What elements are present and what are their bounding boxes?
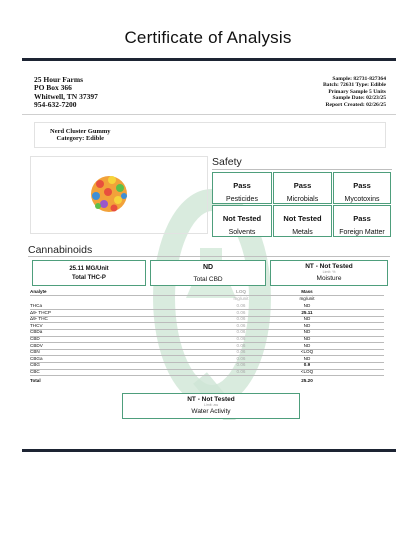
col-mass: Mass (301, 289, 313, 294)
loq-cell: 0.06 (236, 362, 246, 368)
safety-value: Pass (353, 214, 371, 223)
sample-info (323, 76, 386, 108)
mass-cell: <LOQ (300, 369, 314, 374)
analyte-cell: CBDV (30, 342, 43, 348)
col-loq: LOQ (236, 289, 246, 294)
moisture-limit: Limit: % (322, 270, 336, 274)
safety-label: Pesticides (226, 196, 258, 203)
analyte-cell: CBGa (30, 355, 43, 361)
total-thcp-value: 25.11 MG/Unit (69, 266, 109, 272)
cannabinoids-rule (28, 256, 390, 257)
mass-cell: ND (303, 303, 311, 308)
lab-po: PO Box 366 (34, 83, 72, 93)
lab-phone: 954-632-7200 (34, 100, 77, 110)
safety-heading: Safety (212, 156, 242, 168)
water-activity-label: Water Activity (191, 408, 231, 415)
safety-foreign-matter (333, 205, 391, 237)
cannabinoids-heading: Cannabinoids (28, 244, 93, 256)
analyte-cell: CBDa (30, 329, 43, 335)
loq-cell: 0.06 (236, 309, 246, 315)
mass-cell: ND (303, 336, 311, 341)
loq-cell: 0.06 (236, 349, 246, 355)
analyte-cell: CBC (30, 369, 40, 374)
sample-primary: Primary Sample 5 Units (328, 88, 386, 95)
divider (22, 114, 396, 115)
lab-address (34, 76, 98, 110)
safety-value: Pass (353, 181, 371, 190)
analyte-cell: CBG (30, 362, 40, 368)
safety-microbials (273, 172, 332, 204)
analyte-cell: Δ9- THC (30, 316, 48, 322)
safety-value: Pass (233, 181, 251, 190)
total-cbd-label: Total CBD (193, 276, 223, 283)
total-cbd-value: ND (202, 264, 214, 271)
mass-cell: ND (303, 316, 311, 322)
safety-value: Not Tested (222, 214, 262, 223)
safety-value: Pass (293, 181, 312, 190)
product-category: Category: Edible (56, 135, 105, 142)
total-label: Total (30, 378, 41, 383)
loq-cell: 0.06 (236, 342, 246, 348)
water-activity-box (122, 393, 300, 419)
loq-cell: 0.06 (236, 316, 246, 322)
safety-mycotoxins (333, 172, 391, 204)
safety-label: Solvents (228, 229, 256, 236)
loq-cell: 0.06 (236, 322, 246, 328)
lab-name: 25 Hour Farms (34, 75, 84, 84)
mass-cell: 25.11 (301, 309, 313, 315)
product-text (50, 128, 111, 142)
table-units (30, 296, 384, 302)
safety-value: Not Tested (283, 214, 322, 223)
mass-cell: 0.9 (303, 362, 311, 368)
table-total (30, 378, 384, 384)
sample-batch: Batch: 72631 Type: Edible (322, 82, 386, 89)
safety-label: Mycotoxins (344, 196, 380, 203)
col-analyte: Analyte (30, 289, 47, 294)
moisture-label: Moisture (316, 275, 342, 282)
loq-cell: 0.06 (236, 369, 246, 374)
loq-cell: 0.06 (236, 329, 246, 335)
unit-loq: mg/unit (233, 296, 249, 301)
moisture-value: NT - Not Tested (305, 263, 353, 270)
safety-pesticides (212, 172, 272, 204)
unit-mass: mg/unit (299, 296, 315, 301)
analyte-cell: THCV (30, 322, 43, 328)
safety-solvents (212, 205, 272, 237)
sample-id: Sample: 82731-827364 (332, 76, 386, 82)
safety-metals (273, 205, 332, 237)
moisture-box (270, 260, 388, 286)
sample-date: Sample Date: 02/23/25 (332, 95, 386, 102)
total-cbd-box (150, 260, 266, 286)
water-activity-limit: Limit: aw (203, 403, 219, 407)
total-thcp-label: Total THC-P (72, 275, 106, 281)
footer-rule (22, 449, 396, 452)
mass-cell: ND (303, 322, 311, 328)
mass-cell: ND (303, 342, 311, 348)
mass-cell: <LOQ (300, 349, 314, 355)
mass-cell: ND (303, 355, 311, 361)
safety-label: Foreign Matter (339, 229, 385, 236)
total-thcp-box (32, 260, 146, 286)
report-created: Report Created: 02/26/25 (325, 101, 386, 108)
header-rule (22, 58, 396, 61)
loq-cell: 0.06 (236, 303, 246, 308)
product-name: Nerd Cluster Gummy (50, 128, 111, 135)
safety-label: Metals (292, 229, 313, 236)
table-row (30, 369, 384, 376)
analyte-cell: CBN (30, 349, 40, 355)
water-activity-value: NT - Not Tested (187, 396, 235, 403)
gummy-image (84, 170, 134, 216)
safety-label: Microbials (286, 196, 319, 203)
analyte-cell: Δ9- THCP (30, 309, 51, 315)
lab-city: Whitwell, TN 37397 (34, 91, 98, 101)
safety-rule (212, 169, 392, 170)
mass-cell: ND (303, 329, 311, 335)
total-mass: 25.20 (301, 378, 313, 383)
loq-cell: 0.06 (236, 336, 246, 341)
page-title: Certificate of Analysis (124, 28, 292, 47)
analyte-cell: CBD (30, 336, 40, 341)
analyte-cell: THCa (30, 303, 42, 308)
loq-cell: 0.06 (236, 355, 246, 361)
